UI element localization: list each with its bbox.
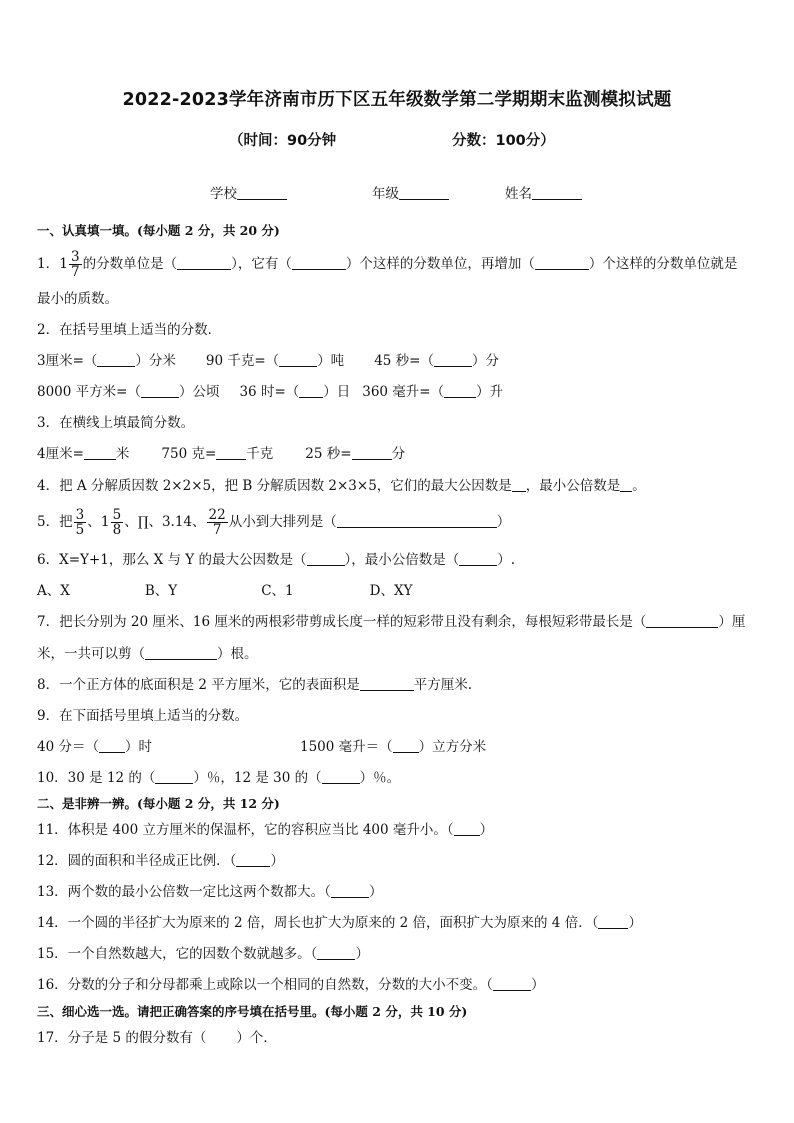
- option-c[interactable]: C、1: [261, 583, 294, 599]
- question-9: 9．在下面括号里填上适当的分数。: [37, 708, 249, 724]
- section-1-heading: 一、认真填一填。(每小题 2 分，共 20 分): [37, 223, 280, 238]
- answer-blank[interactable]: [493, 977, 531, 991]
- fraction-5-8: $\frac{5}{8}$: [112, 507, 122, 538]
- option-b[interactable]: B、Y: [144, 583, 178, 599]
- question-7: 7．把长分别为 20 厘米、16 厘米的两根彩带剪成长度一样的短彩带且没有剩余，每根短彩带最长是（ ）厘: [37, 614, 746, 630]
- exam-title: 2022-2023学年济南市历下区五年级数学第二学期期末监测模拟试题: [122, 90, 672, 110]
- answer-blank[interactable]: [177, 256, 231, 270]
- question-17: 17．分子是 5 的假分数有（ ）个．: [37, 1030, 277, 1046]
- question-15: 15．一个自然数越大，它的因数个数就越多。（ ）: [37, 946, 369, 962]
- school-blank[interactable]: [237, 185, 287, 200]
- section-3-heading: 三、细心选一选。请把正确答案的序号填在括号里。(每小题 2 分，共 10 分): [37, 1004, 468, 1019]
- answer-blank[interactable]: [99, 739, 125, 753]
- answer-blank[interactable]: [512, 477, 526, 492]
- question-5: 5．把 $\frac{3}{5}$ 、1 $\frac{5}{8}$ 、∏、3.14、 $\frac{22}{7}$ 从小到大排列是（ ）: [37, 507, 511, 538]
- answer-blank[interactable]: [236, 853, 270, 867]
- answer-blank[interactable]: [331, 884, 369, 898]
- school-label: 学校: [210, 186, 237, 202]
- question-8: 8．一个正方体的底面积是 2 平方厘米，它的表面积是 平方厘米.: [37, 677, 473, 693]
- section-2-heading: 二、是非辨一辨。(每小题 2 分，共 12 分): [37, 796, 280, 811]
- fraction-22-7: $\frac{22}{7}$: [208, 507, 226, 538]
- question-1: 1．1 $\frac{3}{7}$ 的分数单位是（ ），它有（ ）个这样的分数单位，再增加（ ）个这样的分数单位就是: [37, 249, 738, 280]
- name-field: [505, 182, 582, 202]
- grade-field: [372, 182, 449, 202]
- answer-blank[interactable]: [307, 552, 345, 566]
- answer-blank[interactable]: [322, 770, 360, 784]
- question-1-cont: 最小的质数。: [37, 291, 118, 307]
- grade-label: 年级: [372, 186, 399, 202]
- option-a[interactable]: A、X: [37, 583, 70, 599]
- grade-blank[interactable]: [399, 185, 449, 200]
- question-16: 16．分数的分子和分母都乘上或除以一个相同的自然数，分数的大小不变。（ ）: [37, 977, 545, 993]
- question-11: 11．体积是 400 立方厘米的保温杯，它的容积应当比 400 毫升小。（ ）: [37, 822, 494, 838]
- question-14: 14．一个圆的半径扩大为原来的 2 倍，周长也扩大为原来的 2 倍，面积扩大为原来的 4 倍．（ ）: [37, 915, 642, 931]
- answer-blank[interactable]: [444, 384, 476, 398]
- question-2-row-1: 3厘米=（ ）分米 90 千克=（ ）吨 45 秒=（ ）分: [37, 353, 499, 369]
- question-3: 3．在横线上填最简分数。: [37, 415, 195, 431]
- name-label: 姓名: [505, 186, 532, 202]
- question-3-row: 4厘米= 米 750 克= 千克 25 秒= 分: [37, 446, 406, 462]
- question-6: 6．X=Y+1，那么 X 与 Y 的最大公因数是（ ），最小公倍数是（ ）.: [37, 552, 516, 568]
- question-12: 12．圆的面积和半径成正比例．（ ）: [37, 853, 284, 869]
- fraction-3-5: $\frac{3}{5}$: [75, 507, 85, 538]
- answer-blank[interactable]: [360, 676, 414, 691]
- question-7-cont: 米，一共可以剪（ ）根。: [37, 646, 258, 662]
- question-13: 13．两个数的最小公倍数一定比这两个数都大。（ ）: [37, 884, 383, 900]
- answer-blank[interactable]: [535, 256, 589, 270]
- answer-blank[interactable]: [646, 614, 718, 628]
- answer-blank[interactable]: [145, 646, 217, 660]
- answer-blank[interactable]: [216, 445, 246, 460]
- answer-blank[interactable]: [292, 256, 346, 270]
- option-d[interactable]: D、XY: [369, 583, 413, 599]
- question-2: 2．在括号里填上适当的分数．: [37, 322, 222, 338]
- question-4: 4．把 A 分解质因数 2×2×5，把 B 分解质因数 2×3×5，它们的最大公因数是 ，最小公倍数是 。: [37, 478, 646, 494]
- time-label: （时间：90分钟: [229, 133, 337, 149]
- answer-blank[interactable]: [84, 445, 116, 460]
- question-9-row: 40 分＝（ ）时 1500 毫升＝（ ）立方分米: [37, 739, 487, 755]
- answer-blank[interactable]: [141, 384, 179, 398]
- answer-blank[interactable]: [434, 353, 472, 367]
- answer-blank[interactable]: [393, 739, 419, 753]
- answer-blank[interactable]: [620, 477, 632, 492]
- question-10: 10．30 是 12 的（ ）％，12 是 30 的（ ）％。: [37, 770, 401, 786]
- school-field: [210, 182, 287, 202]
- answer-blank[interactable]: [299, 384, 323, 398]
- answer-blank[interactable]: [454, 822, 480, 836]
- fraction-3-7: $\frac{3}{7}$: [71, 249, 80, 280]
- question-2-row-2: 8000 平方米=（ ）公顷 36 时=（ ）日 360 毫升=（ ）升: [37, 384, 504, 400]
- answer-blank[interactable]: [279, 353, 317, 367]
- answer-blank[interactable]: [459, 552, 497, 566]
- answer-blank[interactable]: [155, 770, 193, 784]
- answer-blank[interactable]: [352, 445, 392, 460]
- question-6-options: [37, 582, 413, 600]
- score-label: 分数：100分）: [452, 133, 555, 149]
- answer-blank[interactable]: [317, 946, 355, 960]
- answer-blank[interactable]: [598, 915, 628, 929]
- answer-blank[interactable]: [337, 514, 497, 528]
- answer-blank[interactable]: [97, 353, 135, 367]
- name-blank[interactable]: [532, 185, 582, 200]
